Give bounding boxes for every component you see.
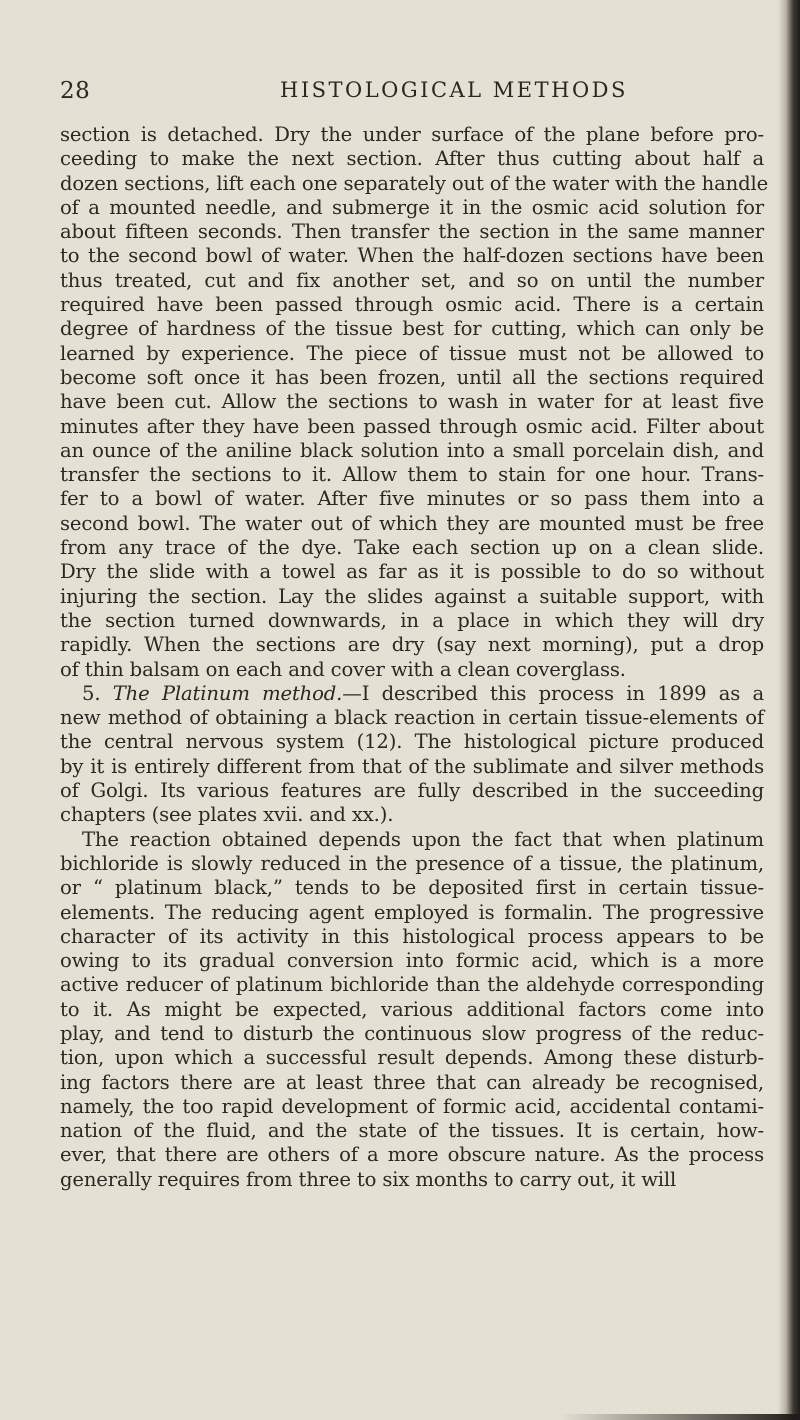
- text-line: degree of hardness of the tissue best for cutting, which can only be: [60, 317, 764, 341]
- text-line: about fifteen seconds. Then transfer the section in the same manner: [60, 220, 764, 244]
- text-line: of Golgi. Its various features are fully described in the succeeding: [60, 779, 764, 803]
- text-line: become soft once it has been frozen, until all the sections required: [60, 365, 764, 389]
- running-head: HISTOLOGICAL METHODS: [280, 78, 628, 102]
- text-line: ing factors there are at least three that can already be recognised,: [60, 1070, 764, 1094]
- text-line: ever, that there are others of a more obscure nature. As the process: [60, 1143, 764, 1167]
- text-line: ceeding to make the next section. After thus cutting about half a: [60, 147, 764, 171]
- paragraph-platinum-method: [60, 706, 764, 827]
- text-line: learned by experience. The piece of tissue must not be allowed to: [60, 341, 764, 365]
- text-line: from any trace of the dye. Take each section up on a clean slide.: [60, 536, 764, 560]
- section-5-heading-line: [60, 682, 764, 706]
- text-line: section is detached. Dry the under surface of the plane before pro-: [60, 123, 764, 146]
- text-line: play, and tend to disturb the continuous slow progress of the reduc-: [60, 1021, 764, 1045]
- text-line: second bowl. The water out of which they are mounted must be free: [60, 511, 764, 535]
- text-line: character of its activity in this histological process appears to be: [60, 924, 764, 948]
- text-line: by it is entirely different from that of the sublimate and silver methods: [60, 754, 764, 778]
- text-line: tion, upon which a successful result depends. Among these disturb-: [60, 1046, 764, 1070]
- text-line: nation of the fluid, and the state of the tissues. It is certain, how-: [60, 1119, 764, 1143]
- page-bottom-shadow: [560, 1414, 800, 1420]
- text-line: have been cut. Allow the sections to wash in water for at least five: [60, 390, 764, 414]
- text-line: of a mounted needle, and submerge it in the osmic acid solution for: [60, 195, 764, 219]
- text-line: bichloride is slowly reduced in the presence of a tissue, the platinum,: [60, 851, 764, 875]
- text-line: The reaction obtained depends upon the fact that when platinum: [82, 827, 764, 851]
- text-line: generally requires from three to six months to carry out, it will: [60, 1167, 677, 1191]
- text-line: transfer the sections to it. Allow them to stain for one hour. Trans-: [60, 463, 764, 487]
- section-first-line-text: —I described this process in 1899 as a: [342, 681, 764, 705]
- text-line: thus treated, cut and fix another set, and so on until the number: [60, 268, 764, 292]
- text-line: rapidly. When the sections are dry (say next morning), put a drop: [60, 633, 764, 657]
- body-text: [60, 123, 769, 1192]
- text-line: active reducer of platinum bichloride than the aldehyde corresponding: [60, 973, 764, 997]
- text-line: fer to a bowl of water. After five minutes or so pass them into a: [60, 487, 764, 511]
- text-line: Dry the slide with a towel as far as it is possible to do so without: [60, 560, 764, 584]
- text-line: the central nervous system (12). The histological picture produced: [60, 730, 764, 754]
- text-line: chapters (see plates xvii. and xx.).: [60, 803, 394, 827]
- text-line: an ounce of the aniline black solution into a small porcelain dish, and: [60, 438, 764, 462]
- text-line: dozen sections, lift each one separately out of the water with the handle: [60, 171, 769, 195]
- text-line: new method of obtaining a black reaction in certain tissue-elements of: [60, 706, 764, 730]
- page-header: [60, 78, 760, 118]
- text-line: minutes after they have been passed through osmic acid. Filter about: [60, 414, 764, 438]
- section-title: The Platinum method.: [112, 681, 343, 705]
- text-line: or “ platinum black,” tends to be deposited first in certain tissue-: [60, 876, 764, 900]
- section-number: 5.: [82, 681, 101, 705]
- text-line: namely, the too rapid development of formic acid, accidental contami-: [60, 1094, 764, 1118]
- paragraph-reaction: [60, 828, 764, 1192]
- text-line: injuring the section. Lay the slides against a suitable support, with: [60, 584, 764, 608]
- text-line: the section turned downwards, in a place in which they will dry: [60, 608, 764, 632]
- text-line: required have been passed through osmic acid. There is a certain: [60, 293, 764, 317]
- text-line: owing to its gradual conversion into formic acid, which is a more: [60, 949, 764, 973]
- page-number: 28: [60, 78, 91, 104]
- page-edge-shadow: [778, 0, 800, 1420]
- text-line: to the second bowl of water. When the half-dozen sections have been: [60, 244, 764, 268]
- text-line: of thin balsam on each and cover with a clean coverglass.: [60, 657, 626, 681]
- text-line: elements. The reducing agent employed is formalin. The progressive: [60, 900, 764, 924]
- paragraph-continued: [60, 123, 769, 682]
- text-line: to it. As might be expected, various additional factors come into: [60, 997, 764, 1021]
